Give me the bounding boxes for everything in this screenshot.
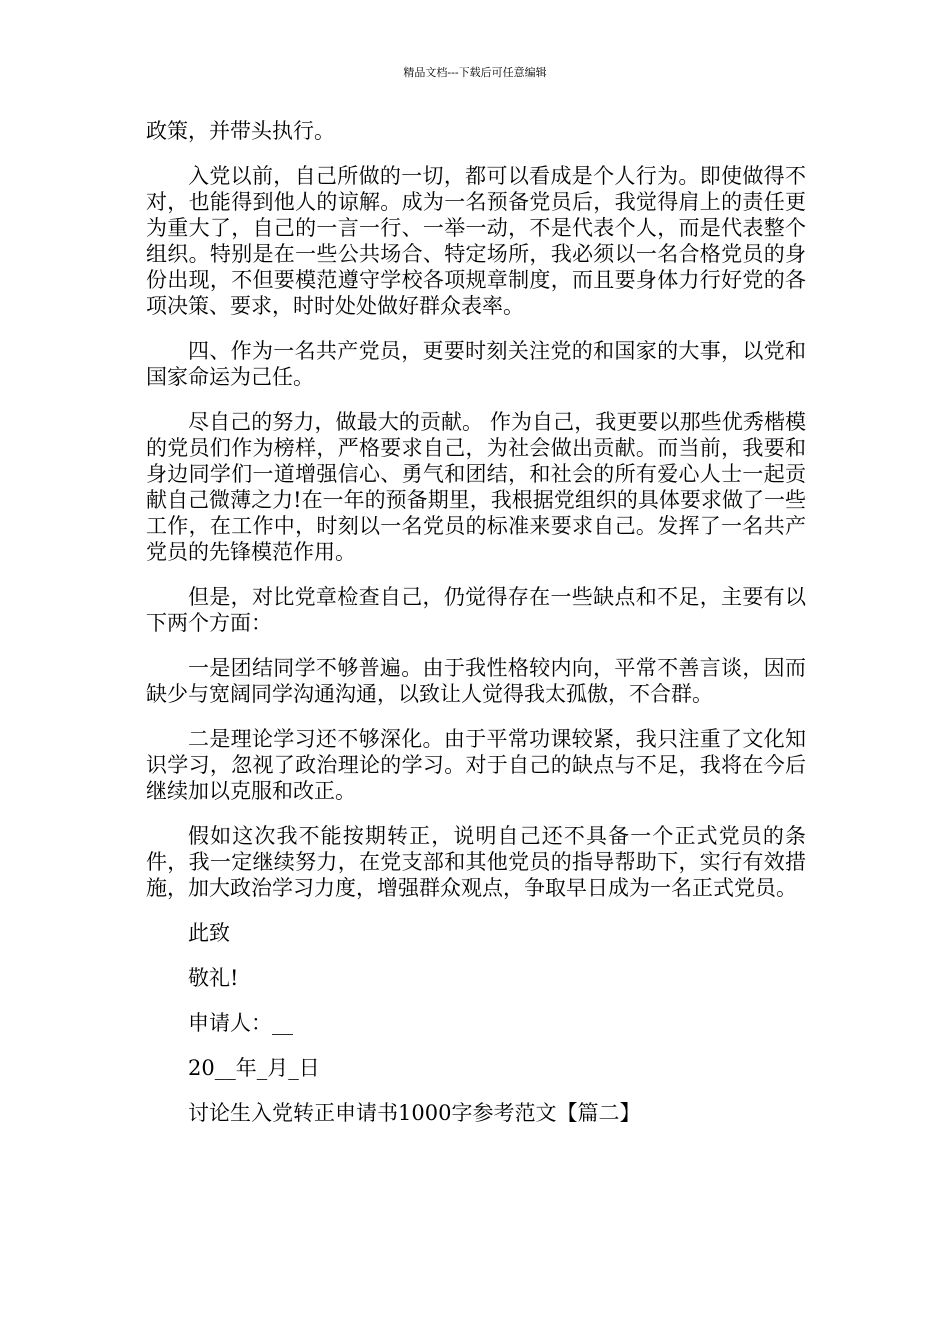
closing-salutation: 此致 <box>188 921 230 945</box>
page-header: 精品文档---下载后可任意编辑 <box>403 66 547 79</box>
paragraph-before-joining: 入党以前，自己所做的一切，都可以看成是个人行为。即使做得不对，也能得到他人的谅解。成为一名预备党员后，我觉得肩上的责任更为重大了，自己的一言一行、一举一动，不是代表个人，而是代表整个组织。特别是在一些公共场合、特定场所，我必须以一名合格党员的身份出现，不但要模范遵守学校各项规章制度，而且要身体力行好党的各项决策、要求，时时处处做好群众表率。 <box>146 164 806 318</box>
closing-respect: 敬礼! <box>188 966 239 990</box>
next-article-title: 讨论生入党转正申请书1000字参考范文【篇二】 <box>188 1101 641 1125</box>
date-line: 20__年_月_日 <box>188 1056 320 1080</box>
paragraph-point-four: 四、作为一名共产党员，更要时刻关注党的和国家的大事，以党和国家命运为己任。 <box>146 339 806 389</box>
paragraph-contribution: 尽自己的努力，做最大的贡献。 作为自己，我更要以那些优秀楷模的党员们作为榜样，严格要求自己，为社会做出贡献。而当前，我要和身边同学们一道增强信心、勇气和团结，和社会的所有爱心人士一起贡献自己微薄之力!在一年的预备期里，我根据党组织的具体要求做了一些工作，在工作中，时刻以一名党员的标准来要求自己。发挥了一名共产党员的先锋模范作用。 <box>146 410 806 564</box>
document-body <box>146 118 806 1145</box>
paragraph-conclusion: 假如这次我不能按期转正，说明自己还不具备一个正式党员的条件，我一定继续努力，在党支部和其他党员的指导帮助下，实行有效措施，加大政治学习力度，增强群众观点，争取早日成为一名正式党员。 <box>146 824 806 900</box>
paragraph-shortcomings-intro: 但是，对比党章检查自己，仍觉得存在一些缺点和不足，主要有以下两个方面： <box>146 585 806 635</box>
paragraph-shortcoming-two: 二是理论学习还不够深化。由于平常功课较紧，我只注重了文化知识学习，忽视了政治理论的学习。对于自己的缺点与不足，我将在今后继续加以克服和改正。 <box>146 727 806 803</box>
applicant-line: 申请人：__ <box>188 1011 293 1035</box>
paragraph-shortcoming-one: 一是团结同学不够普遍。由于我性格较内向，平常不善言谈，因而缺少与宽阔同学沟通沟通，以致让人觉得我太孤傲，不合群。 <box>146 656 806 706</box>
paragraph-policy: 政策，并带头执行。 <box>146 119 335 143</box>
